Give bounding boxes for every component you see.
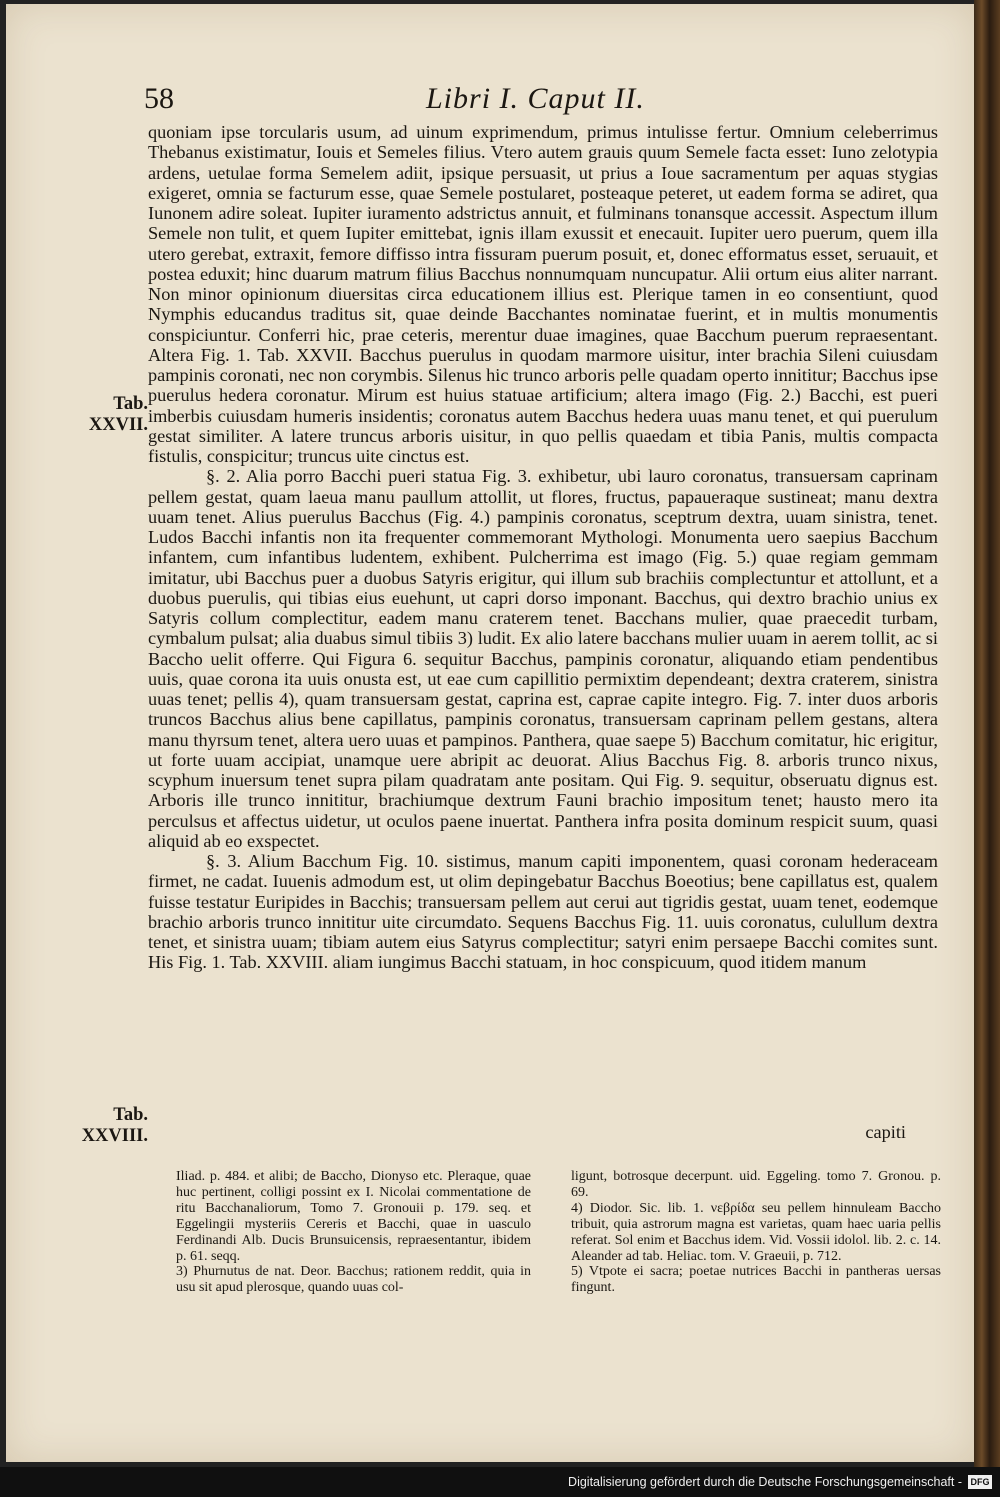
paragraph-section-3: §. 3. Alium Bacchum Fig. 10. sistimus, manum capiti imponentem, quasi coronam hederaceam firmet, ne cadat. Iuuenis admodum est, ut olim depingebatur Bacchus Boeotius; bene capillatus est, qualem fuisse testatur Euripides in Bacchis; transuersam pellem aut cerui aut tigridis gestat, uuam tenet, eodemque brachio arboris trunco innititur uite circumdato. Sequens Bacchus Fig. 11. uuis coronatus, culullum dextra tenet, et sinistra uuam; tibiam autem eius Satyrus complectitur; satyri enim persaepe Bacchi comites sunt. His Fig. 1. Tab. XXVIII. aliam iungimus Bacchi statuam, in hoc conspicuum, quod itidem manum — [148, 851, 938, 973]
footnote: ligunt, botrosque decerpunt. uid. Eggeling. tomo 7. Gronou. p. 69. — [571, 1169, 941, 1200]
page-number: 58 — [144, 82, 174, 115]
dfg-logo-icon: DFG — [968, 1475, 992, 1489]
footer-bar — [0, 1467, 1000, 1497]
footnotes-left-column — [176, 1169, 531, 1296]
book-spine — [974, 0, 1000, 1467]
footnotes-right-column — [571, 1169, 941, 1296]
paragraph-1: quoniam ipse torcularis usum, ad uinum exprimendum, primus intulisse fertur. Omnium celeberrimus Thebanus existimatur, Iouis et Semeles filius. Vtero autem grauis quum Semele facta esset: Iuno zelotypia ardens, uetulae forma Semelem adiit, ipsique persuasit, ut prius a Ioue sacramentum per aquas stygias exigeret, omnia se facturum esse, quae Semele postularet, posteaque peteret, ut eadem forma se adiret, qua Iunonem adire soleat. Iupiter iuramento adstrictus annuit, et fulminans tonansque accessit. Aspectum illum Semele non tulit, et quem Iupiter emittebat, ignis illam exussit et enecauit. Iupiter uero puerum, quem illa utero gerebat, extraxit, femore diffisso intra fissuram puerum posuit, et, donec efformatus esset, seruauit, et postea eduxit; hinc duarum matrum filius Bacchus nonnumquam nuncupatur. Alii ortum eius aliter narrant. Non minor opinionum diuersitas circa educationem illius est. Plerique tamen in eo consentiunt, quod Nymphis educandus traditus sit, quae deinde Bacchantes nominatae fuerint, et in multis monumentis conspiciuntur. Conferri hic, prae ceteris, merentur duae imagines, quae Bacchum puerum repraesentant. Altera Fig. 1. Tab. XXVII. Bacchus puerulus in quodam marmore uisitur, inter brachia Sileni cuiusdam pampinis coronati, nec non corymbis. Silenus hic trunco arboris pelle quadam operto innititur; Bacchus ipse puerulus hedera coronatur. Mirum est huius statuae artificium; altera imago (Fig. 2.) Bacchi, est pueri imberbis cuiusdam humeris insidentis; coronatus autem Bacchus hedera uuas manu tenet, et qui puerulum gestat similiter. A latere truncus arboris uisitur, in quo pellis quaedam et tibia Panis, multis compacta fistulis, conspicitur; truncus uite cinctus est. — [148, 122, 938, 466]
footnote: 5) Vtpote ei sacra; poetae nutrices Bacchi in pantheras uersas fingunt. — [571, 1264, 941, 1296]
footnote: 4) Diodor. Sic. lib. 1. νεβρίδα seu pellem hinnuleam Baccho tribuit, quia astrorum magna est varietas, quam haec uaria pellis referat. Sol enim et Bacchus idem. Vid. Vossii idolol. lib. 2. c. 14. Aleander ad tab. Heliac. tom. V. Graeuii, p. 712. — [571, 1200, 941, 1264]
footnote: 3) Phurnutus de nat. Deor. Bacchus; rationem reddit, quia in usu sit apud plerosque, quando uuas col- — [176, 1264, 531, 1296]
funding-credit: Digitalisierung gefördert durch die Deutsche Forschungsgemeinschaft - — [568, 1475, 962, 1489]
margin-note-tab-27: Tab. XXVII. — [88, 394, 148, 435]
margin-note-tab-28: Tab. XXVIII. — [81, 1105, 148, 1146]
book-page — [6, 4, 974, 1462]
footnote: Iliad. p. 484. et alibi; de Baccho, Dionyso etc. Pleraque, quae huc pertinent, colligi possint ex I. Nicolai commentatione de ritu Bacchanaliorum, Tomo 7. Gronouii p. 179. seq. et Eggelingii mysteriis Cereris et Bacchi, quae in uasculo Ferdinandi Alb. Ducis Brunsuicensis, repraesentantur, ibidem p. 61. seqq. — [176, 1169, 531, 1264]
body-text — [148, 122, 938, 973]
paragraph-section-2: §. 2. Alia porro Bacchi pueri statua Fig. 3. exhibetur, ubi lauro coronatus, transuersam caprinam pellem gestat, quam laeua manu paullum attollit, ut flores, fructus, papaueraque sustineat; manu dextra uuam tenet. Alius puerulus Bacchus (Fig. 4.) pampinis coronatus, sceptrum dextra, uuam sinistra, tenet. Ludos Bacchi infantis non ita frequenter commemorant Mythologi. Monumenta uero saepius Bacchum infantem, cum infantibus ludentem, exhibent. Pulcherrima est imago (Fig. 5.) quae regiam gemmam imitatur, ubi Bacchus puer a duobus Satyris erigitur, qui illum sub brachiis complectuntur et attollunt, et a duobus puerulis, qui tibias eius euehunt, ut capri dorso imponant. Bacchus, qui dextro brachio unius ex Satyris collum complectitur, eadem manu craterem tenet. Bacchans mulier, quae praecedit turbam, cymbalum pulsat; alia duabus simul tibiis 3) ludit. Ex alio latere bacchans mulier uuam in aerem tollit, ac si Baccho uelit offerre. Qui Figura 6. sequitur Bacchus, pampinis coronatur, aliquando etiam pendentibus uuis, quae corona ita uuis onusta est, ut eae cum capillitio permixtim dependeant; dextra craterem, sinistra uuas tenet; pellis 4), quam transuersam gestat, caprina est, caprae capite integro. Fig. 7. inter duos arboris truncos Bacchus alius bene capillatus, pampinis coronatus, transuersam caprinam pellem gestans, altera manu thyrsum tenet, altera uero uuas et pampinos. Panthera, quae saepe 5) Bacchum comitatur, hic erigitur, ut forte uuam accipiat, unamque uere abripit ac deuorat. Alius Bacchus Fig. 8. arboris trunco nixus, scyphum inuersum tenet supra pilam quadratam ante positam. Qui Fig. 9. sequitur, obseruatu dignus est. Arboris ille trunco innititur, brachiumque dextrum Fauni brachio impositum tenet; hausto mero ita perculsus et affectus uidetur, ut oculos paene inuertat. Panthera infra posita dominum respicit suum, quasi aliquid ab eo exspectet. — [148, 466, 938, 851]
running-title: Libri I. Caput II. — [426, 82, 645, 115]
catchword: capiti — [865, 1122, 906, 1142]
